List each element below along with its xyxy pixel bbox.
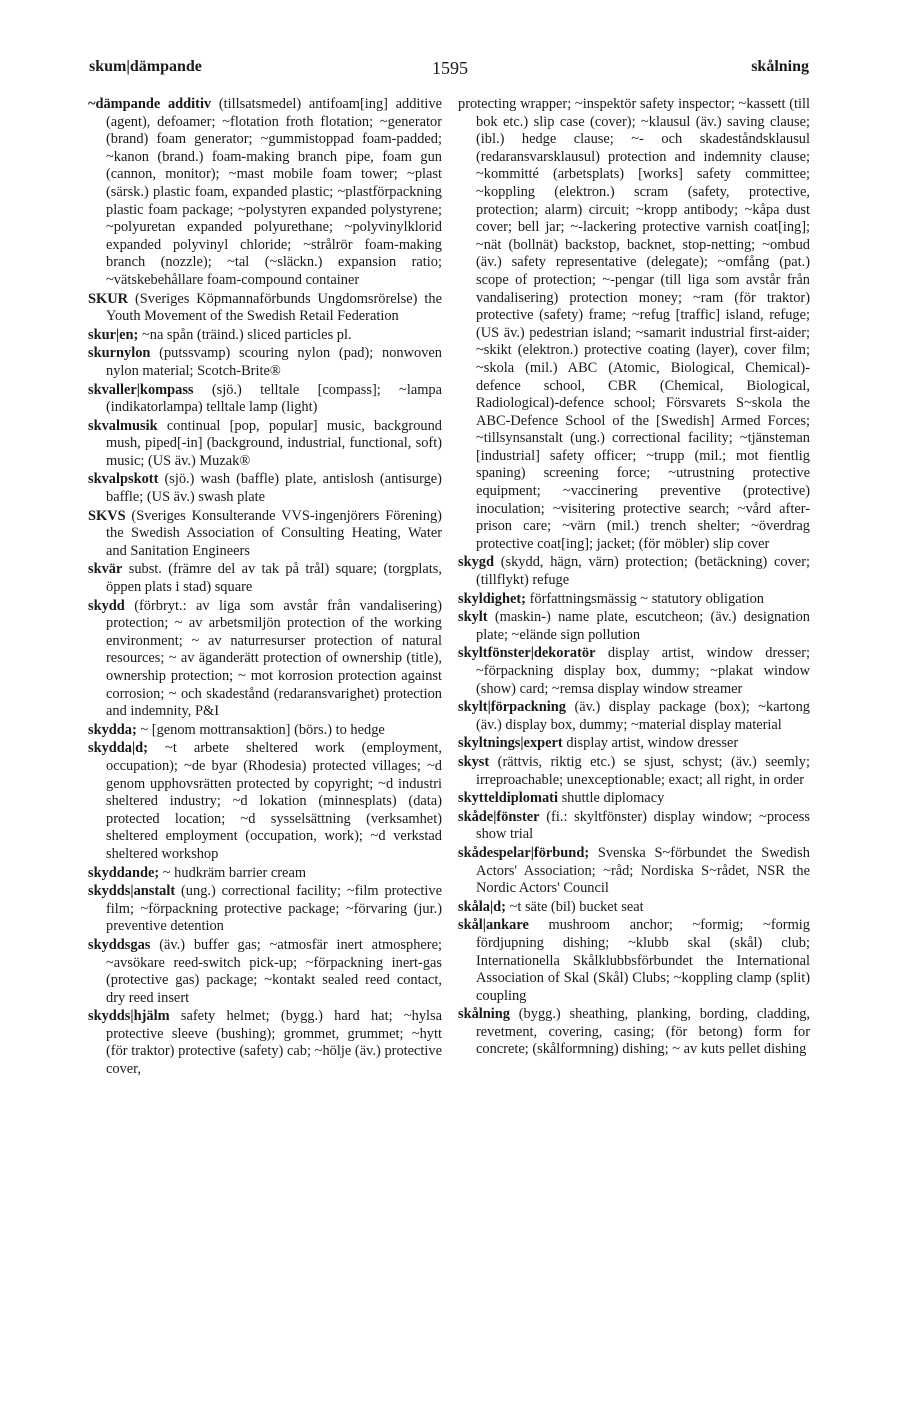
dictionary-entry bbox=[458, 899, 810, 917]
definition-text: (fi.: skyltfönster) display window; ~process show trial bbox=[476, 808, 810, 843]
definition-text: författningsmässig ~ statutory obligation bbox=[529, 590, 765, 607]
definition-text: (tillsatsmedel) antifoam[ing] additive (agent), defoamer; ~flotation froth flotation; ~generator (brand) foam generator; ~gummistoppad foam-padded; ~kanon (brand.) foam-making branch pipe, foam gun (cannon, monitor); ~mast mobile foam tower; ~plast (särsk.) plastic foam, expanded plastic; ~plastförpackning plastic foam package; ~polystyren expanded polystyrene; ~polyuretan expanded polyurethane; ~polyvinylklorid expanded polyvinyl chloride; ~strålrör foam-making branch (nozzle); ~tal (~släckn.) expansion ratio; ~vätskebehållare foam-compound container bbox=[106, 96, 442, 288]
definition-text: (skydd, hägn, värn) protection; (betäckning) cover; (tillflykt) refuge bbox=[476, 554, 810, 589]
headword: skydda|d; bbox=[88, 740, 148, 757]
definition-text: ~ hudkräm barrier cream bbox=[162, 864, 307, 881]
headword: skydda; bbox=[88, 721, 137, 738]
headword: SKVS bbox=[88, 507, 126, 524]
dictionary-entry bbox=[88, 937, 442, 1007]
definition-text: (sjö.) wash (baffle) plate, antislosh (antisurge) baffle; (US äv.) swash plate bbox=[106, 471, 442, 506]
right-column bbox=[458, 96, 810, 1060]
headword: skyst bbox=[458, 753, 490, 770]
headword: skur|en; bbox=[88, 326, 139, 343]
dictionary-entry bbox=[458, 917, 810, 1005]
headword: skvalpskott bbox=[88, 471, 159, 488]
dictionary-entry bbox=[458, 1006, 810, 1059]
dictionary-entry bbox=[458, 609, 810, 644]
dictionary-entry bbox=[88, 418, 442, 471]
left-guide-word: skum|dämpande bbox=[89, 58, 202, 75]
headword: skydd bbox=[88, 597, 125, 614]
definition-text: (rättvis, riktig etc.) se sjust, schyst; (äv.) seemly; irreproachable; unexceptionable; exact; all right, in order bbox=[476, 753, 810, 788]
definition-text: safety helmet; (bygg.) hard hat; ~hylsa protective sleeve (bushing); grommet, grummet; ~hytt (för traktor) protective (safety) cab; ~hölje (äv.) protective cover, bbox=[106, 1008, 442, 1078]
headword: skyddande; bbox=[88, 864, 160, 881]
dictionary-entry bbox=[88, 382, 442, 417]
dictionary-entry bbox=[458, 591, 810, 609]
definition-text: display artist, window dresser bbox=[566, 735, 739, 752]
dictionary-entry bbox=[88, 291, 442, 326]
definition-text: protecting wrapper; ~inspektör safety inspector; ~kassett (till bok etc.) slip case (cover); ~klausul (äv.) saving clause; (ibl.) hedge clause; ~- och skadeståndsklausul (redaransvarsklausul) protection and indemnity clause; ~kommitté (arbetsplats) [works] safety committee; ~koppling (elektron.) scram (safety, protective, protection; alarm) circuit; ~kropp antibody; ~kåpa dust cover; bell jar; ~-lackering protective varnish coat[ing]; ~nät (bollnät) backstop, backnet, stop-netting; ~ombud (äv.) safety representative (delegate); ~omfång (pat.) scope of protection; ~-pengar (till liga som avstår från vandalisering) protection money; ~ram (för traktor) protective (safety) frame; ~refug [traffic] island, refuge; (US äv.) pedestrian island; ~samarit industrial first-aider; ~skikt (elektron.) protective coating (layer), cover film; ~skola (mil.) ABC (Atomic, Biological, Chemical)-defence school, CBR (Chemical, Biological, Radiological)-defence school; Försvarets S~skola the ABC-Defence School of the [Swedish] Armed Forces; ~tillsynsanstalt (ung.) correctional facility; ~tjänsteman [industrial] safety officer; ~trupp (mil.; mot fientlig spaning) screening force; ~utrustning protective equipment; ~vaccinering preventive (protective) inoculation; ~visitering protective search; ~vård after-prison care; ~värn (mil.) trench shelter; ~överdrag protective coat[ing]; jacket; (för möbler) slip cover bbox=[458, 96, 810, 552]
definition-text: (äv.) display package (box); ~kartong (äv.) display box, dummy; ~material display material bbox=[476, 699, 810, 733]
headword: skvalmusik bbox=[88, 417, 158, 434]
dictionary-entry bbox=[88, 740, 442, 863]
definition-text: (putssvamp) scouring nylon (pad); nonwoven nylon material; Scotch-Brite® bbox=[106, 345, 442, 379]
dictionary-entry bbox=[458, 809, 810, 844]
dictionary-entry bbox=[88, 96, 442, 290]
definition-text: ~ [genom mottransaktion] (börs.) to hedge bbox=[140, 721, 385, 738]
dictionary-entry bbox=[458, 754, 810, 789]
definition-text: shuttle diplomacy bbox=[561, 790, 665, 807]
definition-text: ~t säte (bil) bucket seat bbox=[509, 898, 644, 915]
dictionary-entry bbox=[88, 722, 442, 740]
headword: skåla|d; bbox=[458, 898, 506, 915]
dictionary-entry bbox=[458, 790, 810, 808]
headword: skådespelar|förbund; bbox=[458, 844, 590, 861]
dictionary-entry bbox=[88, 327, 442, 345]
definition-text: (äv.) buffer gas; ~atmosfär inert atmosphere; ~avsökare reed-switch pick-up; ~förpackning inert-gas (protective gas) package; ~kontakt sealed reed contact, dry reed insert bbox=[106, 936, 442, 1006]
dictionary-entry bbox=[88, 598, 442, 721]
dictionary-entry bbox=[458, 554, 810, 589]
headword: skurnylon bbox=[88, 345, 151, 362]
dictionary-entry bbox=[458, 735, 810, 753]
dictionary-entry bbox=[458, 96, 810, 553]
dictionary-entry bbox=[88, 508, 442, 561]
definition-text: (maskin-) name plate, escutcheon; (äv.) designation plate; ~elände sign pollution bbox=[476, 609, 810, 643]
headword: skyltfönster|dekoratör bbox=[458, 645, 596, 662]
headword: ~dämpande additiv bbox=[88, 96, 212, 112]
headword: skylt bbox=[458, 609, 488, 626]
dictionary-entry bbox=[458, 845, 810, 898]
headword: skydds|hjälm bbox=[88, 1008, 170, 1025]
definition-text: (ung.) correctional facility; ~film protective film; ~förpackning protective package; ~förvaring (jur.) preventive detention bbox=[106, 883, 442, 935]
headword: skål|ankare bbox=[458, 917, 529, 934]
headword: SKUR bbox=[88, 290, 128, 307]
headword: skylt|förpackning bbox=[458, 699, 566, 716]
definition-text: (förbryt.: av liga som avstår från vandalisering) protection; ~ av arbetsmiljön protection of the working environment; ~ av naturresurser protection of natural resources; ~ av äganderätt protection of ownership (title), ownership protection; ~ mot korrosion protection against corrosion; ~ och skadestånd (redaransvarighet) protection and indemnity, P&I bbox=[106, 597, 442, 720]
definition-text: subst. (främre del av tak på trål) square; (torgplats, öppen plats i stad) square bbox=[106, 561, 442, 596]
dictionary-entry bbox=[88, 1008, 442, 1078]
headword: skyltnings|expert bbox=[458, 735, 563, 752]
dictionary-entry bbox=[88, 471, 442, 506]
headword: skydds|anstalt bbox=[88, 883, 176, 900]
definition-text: continual [pop, popular] music, background mush, piped[-in] (background, industrial, functional, soft) music; (US äv.) Muzak® bbox=[106, 417, 442, 469]
headword: skytteldiplomati bbox=[458, 790, 558, 807]
headword: skåde|fönster bbox=[458, 808, 540, 825]
definition-text: (Sveriges Konsulterande VVS-ingenjörers Förening) the Swedish Association of Consulting Heating, Water and Sanitation Engineers bbox=[106, 507, 442, 559]
definition-text: Svenska S~förbundet the Swedish Actors' Association; ~råd; Nordiska S~rådet, NSR the Nordic Actors' Council bbox=[476, 844, 810, 897]
definition-text: (Sveriges Köpmannaförbunds Ungdomsrörelse) the Youth Movement of the Swedish Retail Federation bbox=[106, 290, 442, 325]
headword: skvär bbox=[88, 561, 123, 578]
left-column bbox=[88, 96, 442, 1080]
definition-text: (sjö.) telltale [compass]; ~lampa (indikatorlampa) telltale lamp (light) bbox=[106, 381, 442, 416]
dictionary-entry bbox=[88, 345, 442, 380]
definition-text: (bygg.) sheathing, planking, bording, cladding, revetment, covering, casing; (för betong) form for concrete; (skålformning) dishing; ~ av kuts pellet dishing bbox=[476, 1006, 810, 1058]
definition-text: display artist, window dresser; ~förpackning display box, dummy; ~plakat window (show) card; ~remsa display window streamer bbox=[476, 645, 810, 697]
headword: skvaller|kompass bbox=[88, 381, 194, 398]
dictionary-entry bbox=[88, 883, 442, 936]
definition-text: ~t arbete sheltered work (employment, occupation); ~de byar (Rhodesia) protected villages; ~d genom upphovsrätten protected by copyright; ~d industri sheltered industry; ~d lokation (minnesplats) (data) protected location; ~d sysselsättning (verksamhet) sheltered employment (occupation, work); ~d verkstad sheltered workshop bbox=[106, 740, 442, 862]
headword: skålning bbox=[458, 1006, 510, 1023]
dictionary-entry bbox=[88, 561, 442, 596]
dictionary-entry bbox=[458, 645, 810, 698]
definition-text: mushroom anchor; ~formig; ~formig fördjupning dishing; ~klubb skal (skål) club; Internationella Skålklubbsförbundet the International Association of Skal (Skål) Clubs; ~koppling clamp (split) coupling bbox=[476, 917, 810, 1004]
headword: skyldighet; bbox=[458, 590, 526, 607]
headword: skygd bbox=[458, 554, 494, 571]
dictionary-entry bbox=[88, 865, 442, 883]
definition-text: ~na spån (träind.) sliced particles pl. bbox=[141, 326, 352, 343]
right-guide-word: skålning bbox=[751, 58, 809, 75]
dictionary-entry bbox=[458, 699, 810, 734]
headword: skyddsgas bbox=[88, 936, 151, 953]
page-number: 1595 bbox=[432, 58, 468, 78]
